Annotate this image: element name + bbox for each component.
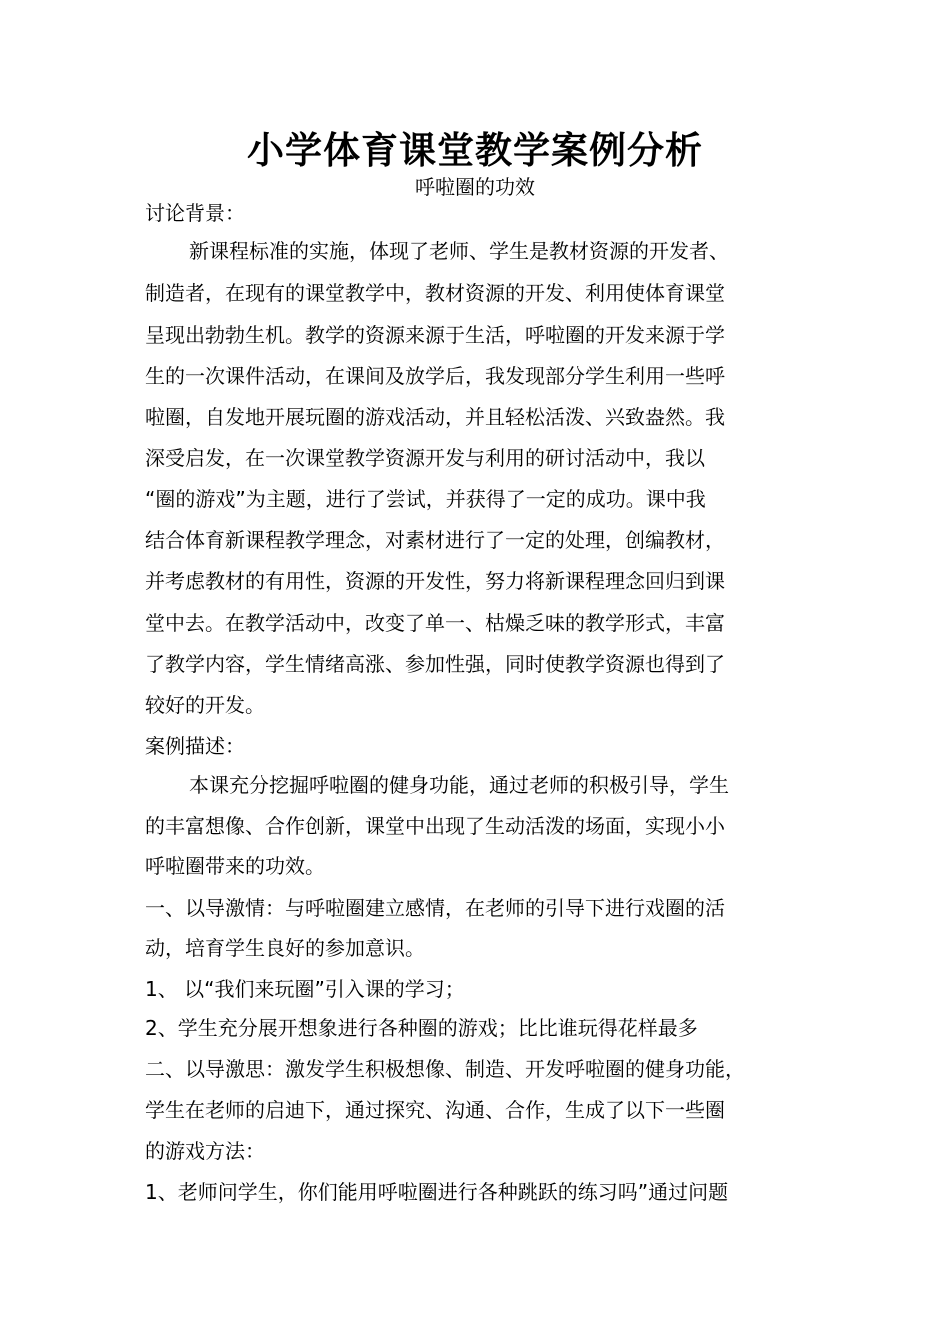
paragraph-line: 制造者，在现有的课堂教学中，教材资源的开发、利用使体育课堂 <box>145 281 725 305</box>
paragraph-line: 本课充分挖掘呼啦圈的健身功能，通过老师的积极引导，学生 <box>189 773 729 797</box>
list-item: 2、学生充分展开想象进行各种圈的游戏；比比谁玩得花样最多 <box>145 1016 698 1040</box>
paragraph-line: 动，培育学生良好的参加意识。 <box>145 936 425 960</box>
section-heading-description: 案例描述： <box>145 734 245 758</box>
paragraph-line: “圈的游戏”为主题，进行了尝试，并获得了一定的成功。课中我 <box>145 487 706 511</box>
paragraph-line: 啦圈，自发地开展玩圈的游戏活动，并且轻松活泼、兴致盎然。我 <box>145 405 725 429</box>
paragraph-line: 并考虑教材的有用性，资源的开发性，努力将新课程理念回归到课 <box>145 569 725 593</box>
paragraph-line: 的丰富想像、合作创新，课堂中出现了生动活泼的场面，实现小小 <box>145 814 725 838</box>
paragraph-line: 的游戏方法： <box>145 1139 265 1163</box>
section-heading-background: 讨论背景： <box>145 201 245 225</box>
paragraph-line: 了教学内容，学生情绪高涨、参加性强，同时使教学资源也得到了 <box>145 652 725 676</box>
paragraph-line: 较好的开发。 <box>145 693 265 717</box>
document-title: 小学体育课堂教学案例分析 <box>247 128 703 172</box>
list-item: 1、 以“我们来玩圈”引入课的学习； <box>145 977 465 1001</box>
paragraph-line: 一、以导激情：与呼啦圈建立感情，在老师的引导下进行戏圈的活 <box>145 896 725 920</box>
paragraph-line: 生的一次课件活动，在课间及放学后，我发现部分学生利用一些呼 <box>145 364 725 388</box>
paragraph-line: 新课程标准的实施，体现了老师、学生是教材资源的开发者、 <box>189 239 729 263</box>
paragraph-line: 深受启发，在一次课堂教学资源开发与利用的研讨活动中，我以 <box>145 446 705 470</box>
paragraph-line: 二、以导激思：激发学生积极想像、制造、开发呼啦圈的健身功能， <box>145 1057 745 1081</box>
paragraph-line: 学生在老师的启迪下，通过探究、沟通、合作，生成了以下一些圈 <box>145 1098 725 1122</box>
paragraph-line: 呼啦圈带来的功效。 <box>145 854 325 878</box>
paragraph-line: 结合体育新课程教学理念，对素材进行了一定的处理，创编教材， <box>145 528 725 552</box>
paragraph-line: 堂中去。在教学活动中，改变了单一、枯燥乏味的教学形式，丰富 <box>145 611 725 635</box>
list-item: 1、老师问学生，你们能用呼啦圈进行各种跳跃的练习吗”通过问题 <box>145 1180 729 1204</box>
document-subtitle: 呼啦圈的功效 <box>415 175 535 199</box>
paragraph-line: 呈现出勃勃生机。教学的资源来源于生活，呼啦圈的开发来源于学 <box>145 323 725 347</box>
